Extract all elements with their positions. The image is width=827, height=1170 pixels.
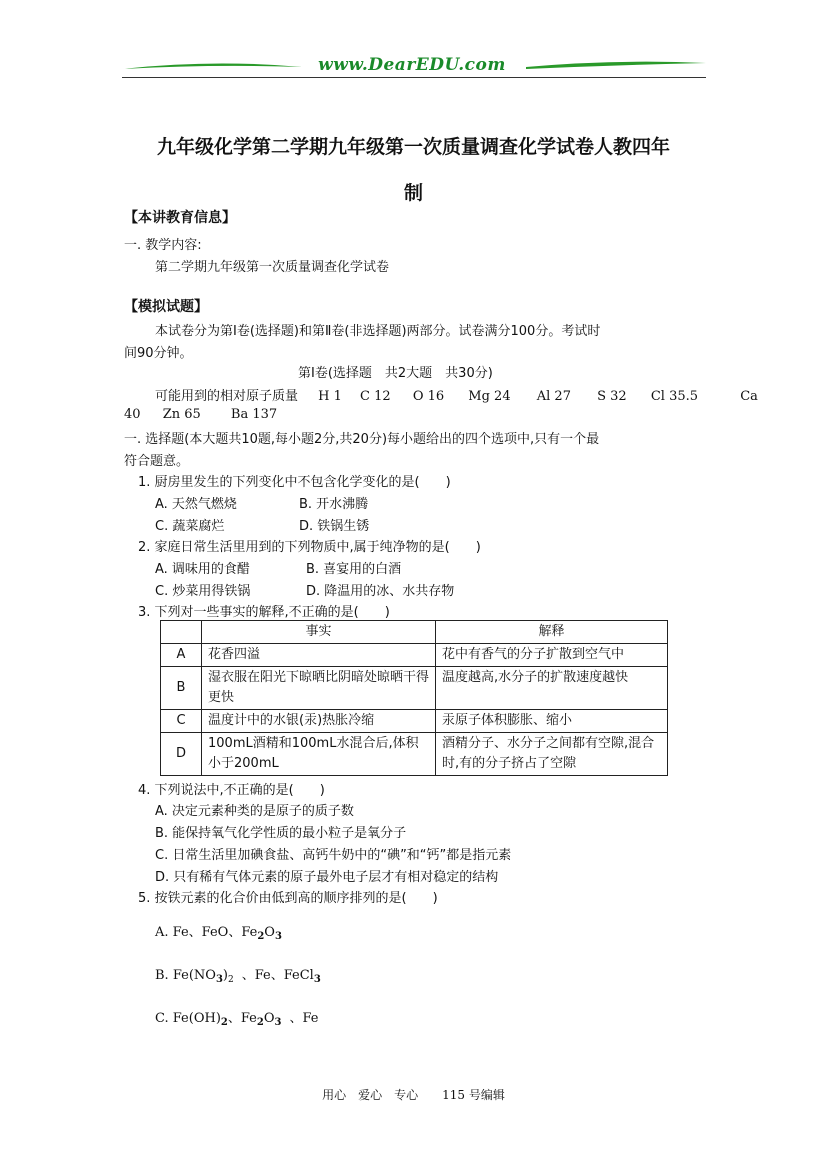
right-swoosh-decoration bbox=[526, 61, 706, 71]
table-cell-explanation: 温度越高,水分子的扩散速度越快 bbox=[436, 667, 668, 710]
table-cell-explanation: 汞原子体积膨胀、缩小 bbox=[436, 710, 668, 733]
q5-option-b bbox=[155, 964, 321, 985]
formula-subscript: 3 bbox=[313, 974, 321, 985]
atomic-mass-o: O 16 bbox=[412, 389, 445, 404]
document-title-line1: 九年级化学第二学期九年级第一次质量调查化学试卷人教四年 bbox=[156, 136, 670, 158]
table-row bbox=[161, 733, 668, 776]
formula-text: 、Fe bbox=[227, 1011, 257, 1026]
atomic-mass-cl: Cl 35.5 bbox=[650, 389, 699, 404]
formula-text: C. Fe(OH) bbox=[155, 1011, 221, 1026]
q1-stem: 1. 厨房里发生的下列变化中不包含化学变化的是( ) bbox=[138, 475, 451, 490]
table-header-row bbox=[161, 621, 668, 644]
table-row bbox=[161, 667, 668, 710]
atomic-mass-ca-value: 40 bbox=[124, 407, 141, 422]
table-cell-option: C bbox=[161, 710, 202, 733]
formula-text: O bbox=[264, 925, 275, 940]
atomic-mass-ba: Ba 137 bbox=[230, 407, 278, 422]
q1-option-a: A. 天然气燃烧 bbox=[155, 497, 237, 512]
header-rule bbox=[122, 77, 706, 78]
atomic-mass-label: 可能用到的相对原子质量 bbox=[155, 389, 299, 404]
formula-text: B. Fe(NO bbox=[155, 968, 216, 983]
q2-option-c: C. 炒菜用得铁锅 bbox=[155, 584, 251, 599]
q4-option-b: B. 能保持氧气化学性质的最小粒子是氧分子 bbox=[155, 826, 407, 841]
table-header-cell: 事实 bbox=[202, 621, 436, 644]
q2-option-d: D. 降温用的冰、水共存物 bbox=[306, 584, 455, 599]
intro-line1: 本试卷分为第Ⅰ卷(选择题)和第Ⅱ卷(非选择题)两部分。试卷满分100分。考试时 bbox=[155, 324, 601, 339]
q1-option-d: D. 铁锅生锈 bbox=[299, 519, 370, 534]
part1-instructions-line1: 一. 选择题(本大题共10题,每小题2分,共20分)每小题给出的四个选项中,只有一个最 bbox=[124, 432, 600, 447]
table-cell-explanation: 花中有香气的分子扩散到空气中 bbox=[436, 644, 668, 667]
table-cell-fact: 温度计中的水银(汞)热胀冷缩 bbox=[202, 710, 436, 733]
atomic-mass-h: H 1 bbox=[318, 389, 342, 404]
formula-subscript: 2 bbox=[220, 1017, 228, 1028]
atomic-mass-s: S 32 bbox=[597, 389, 627, 404]
q3-stem: 3. 下列对一些事实的解释,不正确的是( ) bbox=[138, 605, 390, 620]
left-swoosh-decoration bbox=[122, 61, 302, 71]
table-header-cell: 解释 bbox=[436, 621, 668, 644]
table-cell-fact: 湿衣服在阳光下晾晒比阴暗处晾晒干得更快 bbox=[202, 667, 436, 710]
table-row bbox=[161, 710, 668, 733]
q4-option-d: D. 只有稀有气体元素的原子最外电子层才有相对稳定的结构 bbox=[155, 870, 499, 885]
formula-text: ) bbox=[222, 968, 228, 983]
section-heading-info: 【本讲教育信息】 bbox=[124, 210, 236, 226]
intro-line2: 间90分钟。 bbox=[124, 346, 193, 361]
q1-option-c: C. 蔬菜腐烂 bbox=[155, 519, 225, 534]
q5-option-c bbox=[155, 1007, 319, 1028]
formula-text: A. Fe、FeO、Fe bbox=[155, 925, 258, 940]
q2-option-b: B. 喜宴用的白酒 bbox=[306, 562, 402, 577]
formula-subscript: 2 bbox=[257, 931, 265, 942]
formula-subscript: 2 bbox=[256, 1017, 264, 1028]
table-cell-explanation: 酒精分子、水分子之间都有空隙,混合时,有的分子挤占了空隙 bbox=[436, 733, 668, 776]
document-title-line2: 制 bbox=[403, 182, 423, 204]
atomic-mass-zn: Zn 65 bbox=[162, 407, 201, 422]
formula-text: 、Fe bbox=[289, 1011, 319, 1026]
page-footer: 用心 爱心 专心 115 号编辑 bbox=[322, 1088, 505, 1102]
q5-stem: 5. 按铁元素的化合价由低到高的顺序排列的是( ) bbox=[138, 891, 438, 906]
atomic-mass-c: C 12 bbox=[360, 389, 391, 404]
q4-stem: 4. 下列说法中,不正确的是( ) bbox=[138, 783, 325, 798]
table-cell-fact: 100mL酒精和100mL水混合后,体积小于200mL bbox=[202, 733, 436, 776]
page-header bbox=[122, 55, 706, 81]
atomic-mass-line2 bbox=[124, 407, 277, 422]
formula-text: O bbox=[263, 1011, 275, 1026]
table-header-cell bbox=[161, 621, 202, 644]
q5-option-a bbox=[155, 921, 282, 942]
q4-option-c: C. 日常生活里加碘食盐、高钙牛奶中的“碘”和“钙”都是指元素 bbox=[155, 848, 512, 863]
q4-option-a: A. 决定元素种类的是原子的质子数 bbox=[155, 804, 354, 819]
formula-subscript: 3 bbox=[274, 931, 282, 942]
volume-heading: 第Ⅰ卷(选择题 共2大题 共30分) bbox=[298, 366, 493, 381]
site-logo-text[interactable]: www.DearEDU.com bbox=[318, 55, 506, 75]
q3-table bbox=[160, 620, 668, 776]
table-row bbox=[161, 644, 668, 667]
table-cell-option: D bbox=[161, 733, 202, 776]
atomic-mass-al: Al 27 bbox=[536, 389, 571, 404]
table-cell-option: A bbox=[161, 644, 202, 667]
q2-stem: 2. 家庭日常生活里用到的下列物质中,属于纯净物的是( ) bbox=[138, 540, 481, 555]
formula-subscript: 2 bbox=[227, 975, 234, 985]
part1-instructions-line2: 符合题意。 bbox=[124, 454, 190, 469]
teaching-content-label: 一. 教学内容: bbox=[124, 238, 202, 253]
table-cell-fact: 花香四溢 bbox=[202, 644, 436, 667]
atomic-mass-mg: Mg 24 bbox=[468, 389, 511, 404]
formula-text: 、Fe、FeCl bbox=[241, 968, 314, 983]
q2-option-a: A. 调味用的食醋 bbox=[155, 562, 250, 577]
q1-option-b: B. 开水沸腾 bbox=[299, 497, 369, 512]
teaching-content-text: 第二学期九年级第一次质量调查化学试卷 bbox=[155, 260, 390, 275]
formula-subscript: 3 bbox=[274, 1017, 282, 1028]
atomic-mass-line1 bbox=[155, 385, 758, 404]
atomic-mass-ca: Ca bbox=[740, 389, 758, 404]
section-heading-mock-test: 【模拟试题】 bbox=[124, 299, 208, 315]
formula-subscript: 3 bbox=[215, 974, 223, 985]
table-cell-option: B bbox=[161, 667, 202, 710]
